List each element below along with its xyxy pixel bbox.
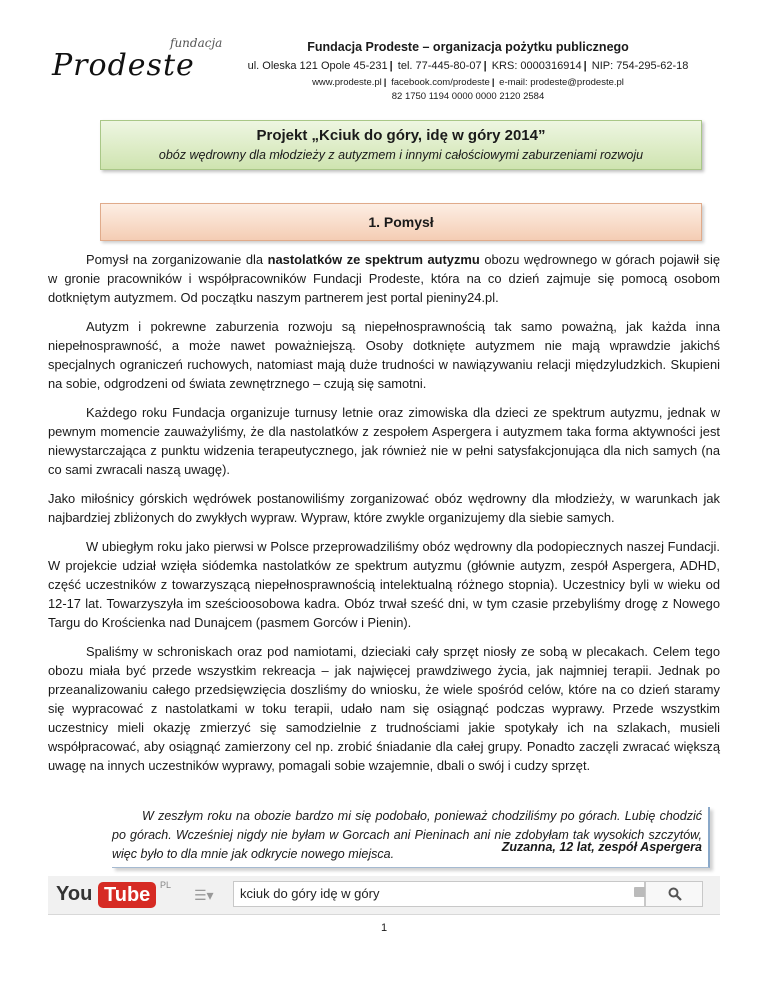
paragraph-2: Autyzm i pokrewne zaburzenia rozwoju są niepełnosprawnością tak samo poważną, jak każda inna niepełnosprawność, a może nawet poważniejszą. Osoby dotknięte autyzmem nie mają wprawdzie jakichś specjalnych ograniczeń ruchowych, natomiast mają duże trudności w nawiązywaniu relacji międzyludzkich. Skupieni na sobie, odgrodzeni od świata zewnętrznego – czują się samotni.: [48, 319, 720, 391]
paragraph-3: Każdego roku Fundacja organizuje turnusy letnie oraz zimowiska dla dzieci ze spektrum autyzmu, jednak w pewnym momencie zauważyliśmy, że dla nastolatków z zespołem Aspergera i autyzmem taka forma aktywności jest niewystarczająca z punktu widzenia terapeutycznego, jak również nie w pełni satysfakcjonująca dla nich samych (na co sami zwracali naszą uwagę).: [48, 405, 720, 477]
address-line: ul. Oleska 121 Opole 45-231 | tel. 77-445-80-07 | KRS: 0000316914 | NIP: 754-295-62-18: [247, 60, 689, 72]
section-heading: 1. Pomysł: [100, 203, 702, 241]
letterhead-contact: [218, 40, 718, 102]
facebook-link[interactable]: facebook.com/prodeste: [391, 77, 490, 88]
project-title-box: [100, 120, 702, 170]
email-link[interactable]: e-mail: prodeste@prodeste.pl: [499, 77, 624, 88]
paragraph-4: Jako miłośnicy górskich wędrówek postanowiliśmy zorganizować obóz wędrowny dla młodzieży, w warunkach jak najbardziej zbliżonych do zwykłych wypraw. Wypraw, które zwykle organizujemy dla siebie samych.: [48, 491, 720, 525]
web-line: www.prodeste.pl | facebook.com/prodeste | e-mail: prodeste@prodeste.pl: [312, 77, 624, 88]
paragraph-5: W ubiegłym roku jako pierwsi w Polsce przeprowadziliśmy obóz wędrowny dla podopiecznych naszej Fundacji. W projekcie udział wzięła siódemka nastolatków ze spektrum autyzmu (głównie autyzm, zespół Aspergera, ADHD, część uczestników z towarzyszącą niepełnosprawnością intelektualną różnego stopnia). Uczestnicy byli w wieku od 12-17 lat. Towarzyszyła im sześcioosobowa kadra. Obóz trwał sześć dni, w tym czasie przebyliśmy drogę z Nowego Targu do Krościenka nad Dunajcem (pasmem Gorców i Pienin).: [48, 539, 720, 630]
page-number: 1: [380, 922, 388, 934]
quote-author: Zuzanna, 12 lat, zespół Aspergera: [501, 840, 702, 854]
youtube-search-bar: You Tube PL ☰▾ kciuk do góry idę w góry: [48, 876, 720, 915]
project-title: Projekt „Kciuk do góry, idę w góry 2014”: [256, 127, 546, 144]
prodeste-logo: fundacja Prodeste: [52, 36, 223, 83]
project-subtitle: obóz wędrowny dla młodzieży z autyzmem i innymi całościowymi zaburzeniami rozwoju: [158, 148, 644, 162]
document-body: [48, 250, 720, 785]
testimonial-quote: [112, 807, 710, 868]
search-icon: [668, 887, 682, 901]
letterhead: [0, 0, 768, 108]
website-link[interactable]: www.prodeste.pl: [312, 77, 382, 88]
search-input[interactable]: kciuk do góry idę w góry: [233, 881, 645, 907]
foundation-title: Fundacja Prodeste – organizacja pożytku publicznego: [307, 40, 629, 54]
bank-account: 82 1750 1194 0000 0000 2120 2584: [391, 91, 545, 102]
search-button[interactable]: [645, 881, 703, 907]
paragraph-6: Spaliśmy w schroniskach oraz pod namiotami, dzieciaki cały sprzęt niosły ze sobą w plecakach. Celem tego obozu miała być przede wszystkim rekreacja – jak najwięcej prawdziwego życia, jak najmniej terapii. Jednak po przeanalizowaniu całego przedsięwzięcia doszliśmy do wniosku, że wiele spośród celów, które na co dzień staramy się wypracować z nastolatkami w toku terapii, udało nam się osiągnąć podczas wyprawy. Przede wszystkim uczestnicy mieli okazję zmierzyć się samodzielnie z trudnościami jakie spotykały ich na szlakach, musieli współpracować, aby osiągnąć zamierzony cel np. zrobić śniadanie dla całej grupy. Ponadto zaczęli zwracać większą uwagę na innych uczestników wyprawy, pomagali sobie wzajemnie, dbali o swój i cudzy sprzęt.: [48, 644, 720, 773]
menu-icon[interactable]: ☰▾: [194, 887, 214, 903]
quote-text: W zeszłym roku na obozie bardzo mi się podobało, ponieważ chodziliśmy po górach. Lubię chodzić po górach. Wcześniej nigdy nie byłam w Gorcach ani Pieninach ani nie zdobyłam tak wysokich szczytów, więc było to dla mnie jak odkrycie nowego miejsca.: [112, 809, 702, 861]
paragraph-1: Pomysł na zorganizowanie dla nastolatków ze spektrum autyzmu obozu wędrownego w górach pojawił się w gronie pracowników i współpracowników Fundacji Prodeste, która na co dzień zajmuje się pomocą osobom dotkniętym autyzmem. Od początku naszym partnerem jest portal pieniny24.pl.: [48, 252, 720, 305]
